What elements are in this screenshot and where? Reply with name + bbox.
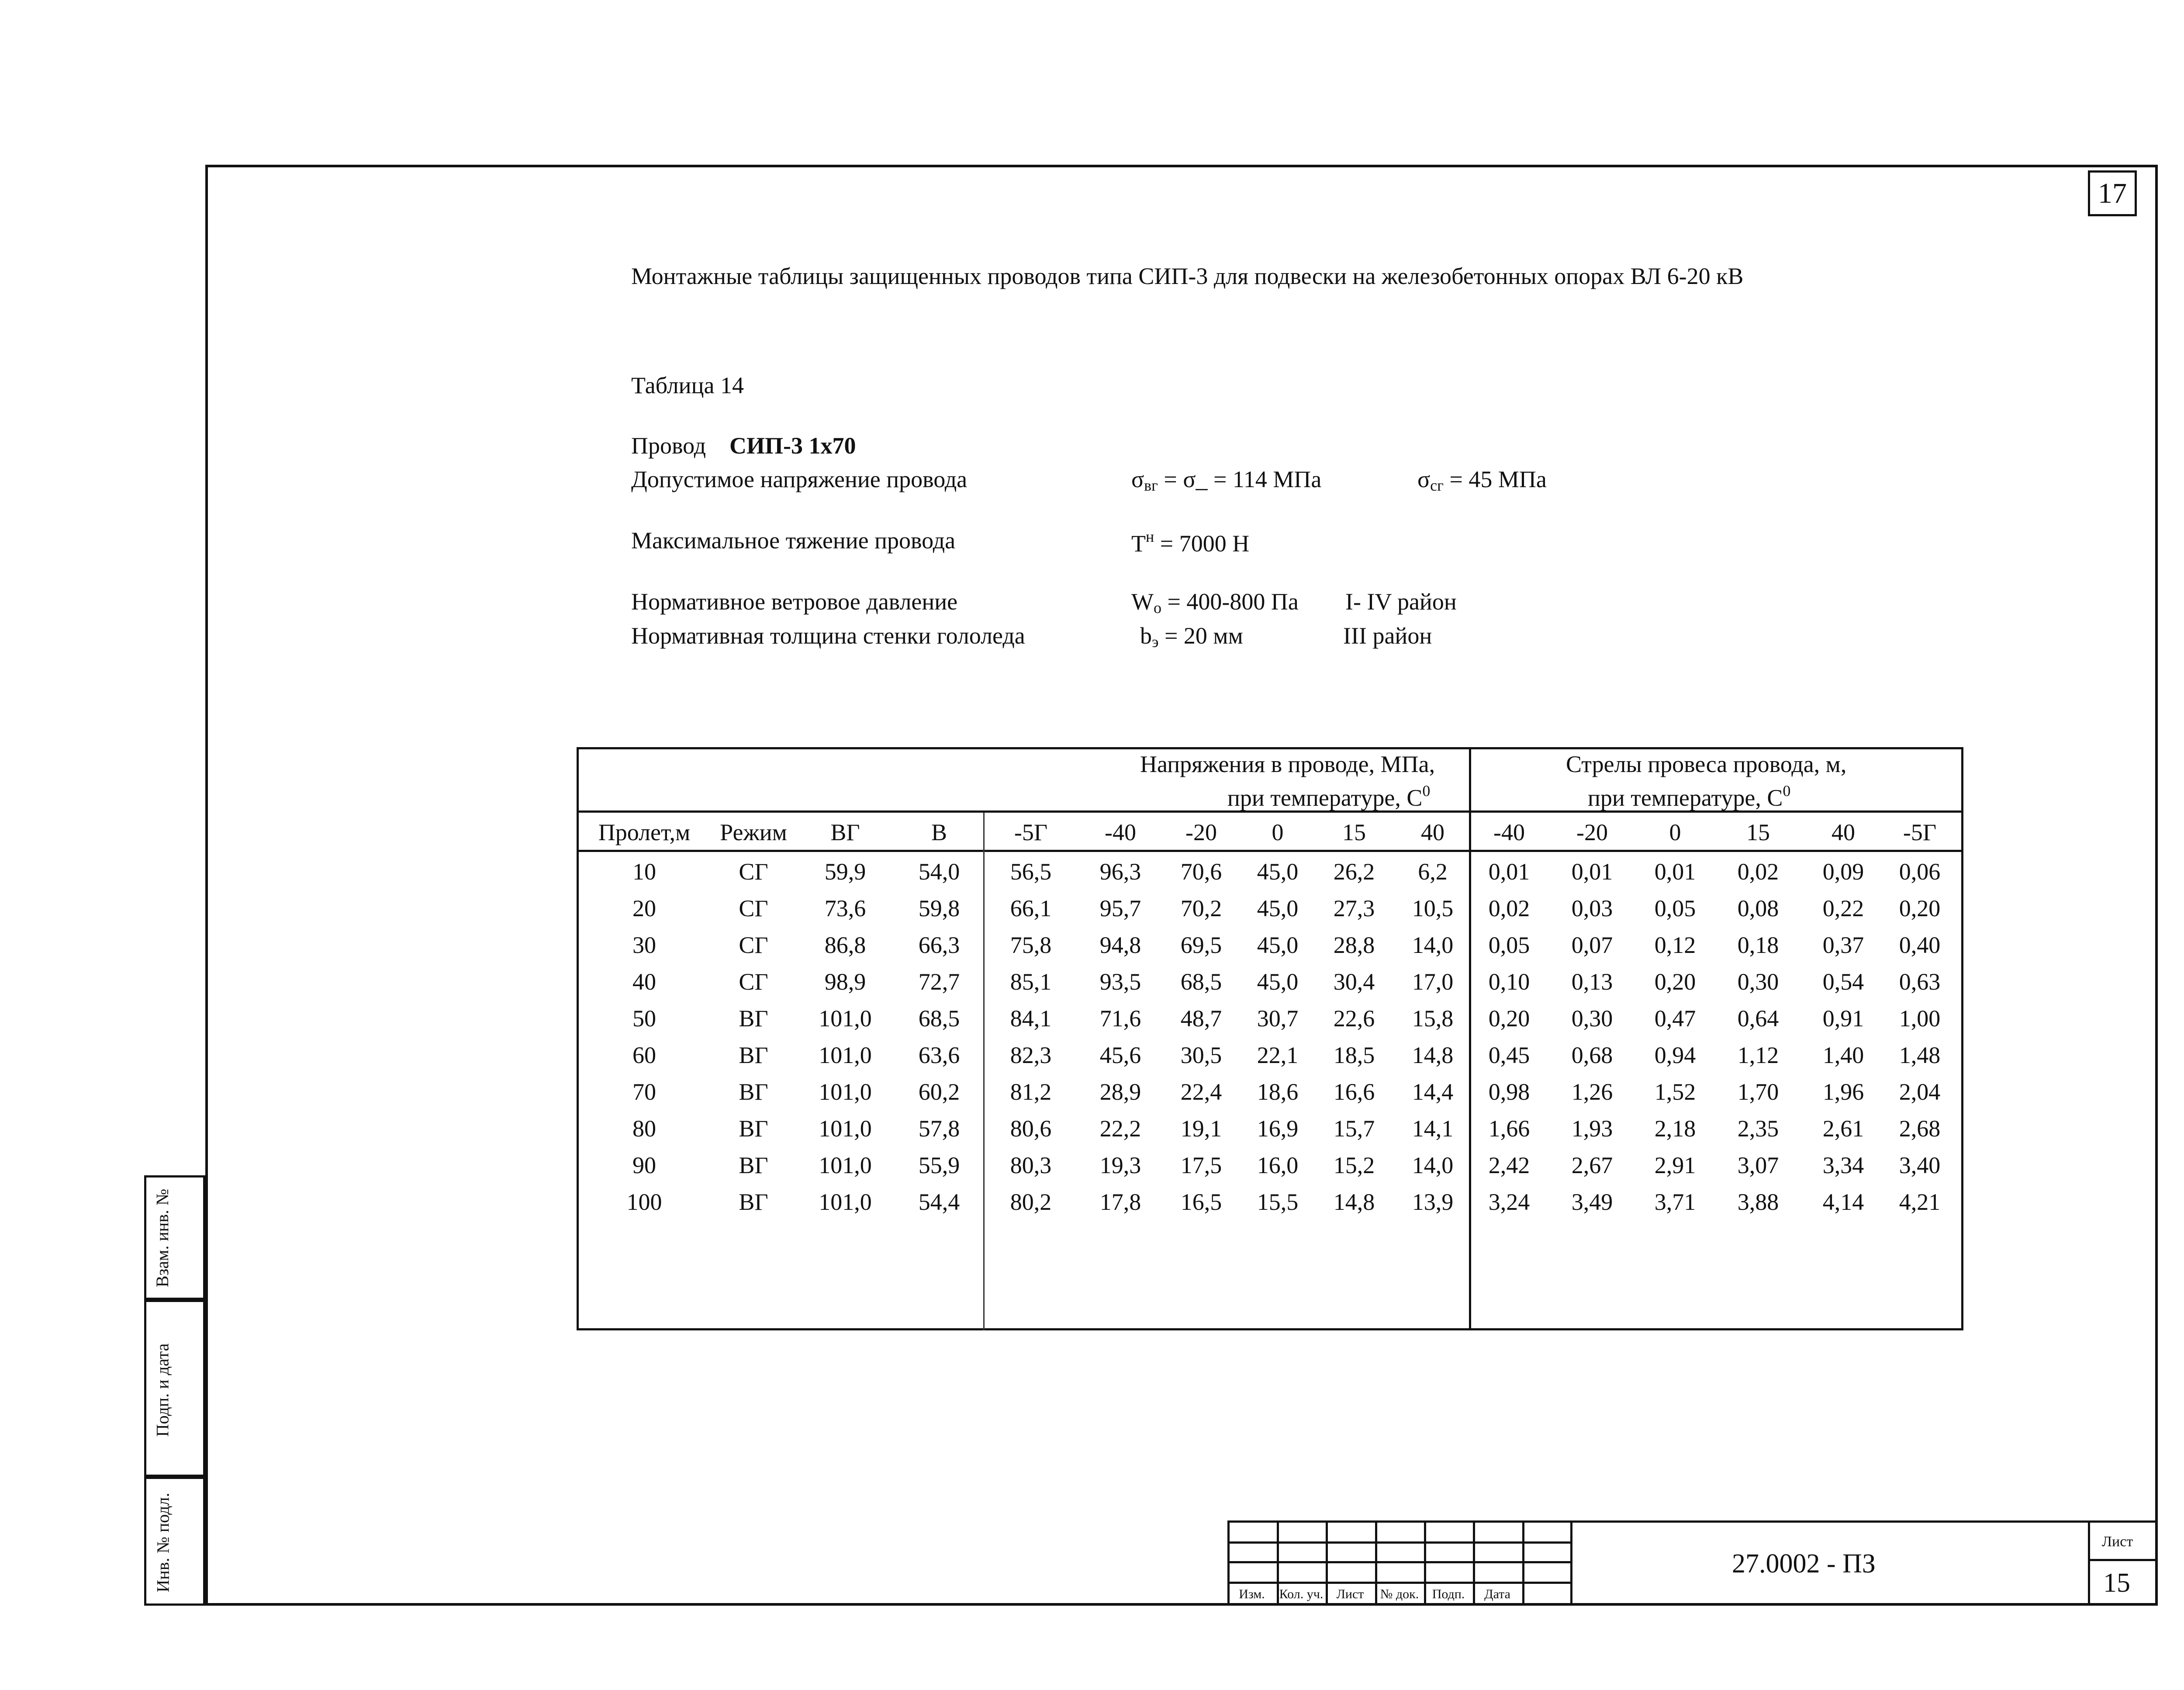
table-cell: 45,6 [1099,1042,1141,1068]
side-stamp-orig-inv [144,1477,205,1606]
table-cell: 1,96 [1822,1079,1864,1105]
table-cell: 22,1 [1257,1042,1299,1068]
table-cell: 0,13 [1571,969,1613,995]
table-cell: 81,2 [1010,1079,1052,1105]
column-header: -40 [1105,819,1136,845]
table-cell: 17,5 [1180,1152,1222,1178]
stress-value-1: $\sigma_{вг}$ = σ_ = 114 МПа [1131,466,1322,494]
table-cell: 1,66 [1488,1115,1530,1142]
table-cell: 15,8 [1412,1005,1454,1032]
table-cell: 15,7 [1333,1115,1375,1142]
table-cell: 17,0 [1412,969,1454,995]
table-cell: 14,0 [1412,932,1454,958]
table-cell: 13,9 [1412,1189,1454,1215]
tension-value: $Т^н = 7000$ Н [1131,528,1250,557]
table-cell: 0,10 [1488,969,1530,995]
table-cell: 59,8 [918,895,960,921]
table-cell: 15,5 [1257,1189,1299,1215]
table-cell: 45,0 [1257,969,1299,995]
group2-header-line1: Стрелы провеса провода, м, [1566,751,1847,777]
table-cell: ВГ [739,1115,768,1142]
table-cell: 28,8 [1333,932,1375,958]
wind-value: $W_о = 400-800$ Па [1131,589,1299,616]
table-cell: 1,00 [1899,1005,1941,1032]
table-cell: 68,5 [918,1005,960,1032]
table-cell: 3,88 [1737,1189,1779,1215]
column-header: 40 [1832,819,1855,845]
table-cell: 0,20 [1654,969,1696,995]
sheet-number-top: 17 [2088,170,2137,216]
table-cell: 0,05 [1654,895,1696,921]
title-block-col-label: Кол. уч. [1279,1587,1324,1601]
table-cell: 80,2 [1010,1189,1052,1215]
table-cell: ВГ [739,1079,768,1105]
table-cell: 84,1 [1010,1005,1052,1032]
sheet-box-mid [2088,1559,2158,1561]
table-cell: 18,5 [1333,1042,1375,1068]
table-cell: 70 [632,1079,656,1105]
table-cell: 0,22 [1822,895,1864,921]
wind-region: I- IV район [1345,589,1457,615]
table-cell: 14,1 [1412,1115,1454,1142]
table-cell: 0,05 [1488,932,1530,958]
table-cell: 14,0 [1412,1152,1454,1178]
table-cell: 2,67 [1571,1152,1613,1178]
title-block-hline [1227,1582,1570,1584]
side-stamp-sign-date [144,1300,205,1477]
title-block-hline [1227,1520,1570,1523]
table-label: Таблица 14 [631,372,744,398]
table-cell: 1,12 [1737,1042,1779,1068]
table-cell: 2,42 [1488,1152,1530,1178]
table-cell: 56,5 [1010,859,1052,885]
table-cell: 0,02 [1488,895,1530,921]
table-cell: 70,2 [1180,895,1222,921]
title-block-col-label: Изм. [1239,1587,1265,1601]
table-cell: 0,64 [1737,1005,1779,1032]
table-cell: 16,6 [1333,1079,1375,1105]
table-cell: 69,5 [1180,932,1222,958]
column-header: -5Г [1903,819,1937,845]
table-cell: 19,3 [1099,1152,1141,1178]
table-cell: 0,09 [1822,859,1864,885]
table-cell: 0,37 [1822,932,1864,958]
table-cell: 0,98 [1488,1079,1530,1105]
table-cell: 0,03 [1571,895,1613,921]
table-cell: ВГ [739,1152,768,1178]
table-cell: 57,8 [918,1115,960,1142]
group1-header-line2: при температуре, $С^0$ [1227,782,1431,811]
column-header: 0 [1669,819,1681,845]
table-cell: 0,01 [1488,859,1530,885]
table-cell: 0,08 [1737,895,1779,921]
table-cell: 14,8 [1333,1189,1375,1215]
table-cell: 14,8 [1412,1042,1454,1068]
table-cell: 3,34 [1822,1152,1864,1178]
table-cell: 101,0 [819,1152,872,1178]
table-cell: 14,4 [1412,1079,1454,1105]
side-label-sign-date: Подп. и дата [152,1343,173,1437]
table-cell: 0,91 [1822,1005,1864,1032]
table-cell: 0,47 [1654,1005,1696,1032]
table-cell: 63,6 [918,1042,960,1068]
table-cell: 0,45 [1488,1042,1530,1068]
table-cell: 30,5 [1180,1042,1222,1068]
table-cell: 72,7 [918,969,960,995]
title-block-col-label: Дата [1484,1587,1510,1601]
table-cell: 0,94 [1654,1042,1696,1068]
table-cell: 17,8 [1099,1189,1141,1215]
table-cell: 3,24 [1488,1189,1530,1215]
table-cell: 2,68 [1899,1115,1941,1142]
table-cell: СГ [739,895,768,921]
table-cell: 60 [632,1042,656,1068]
group2-header-line2: при температуре, $С^0$ [1588,782,1791,811]
table-cell: ВГ [739,1005,768,1032]
table-body-divider [577,850,1963,852]
table-cell: 0,40 [1899,932,1941,958]
table-cell: ВГ [739,1189,768,1215]
table-cell: 66,1 [1010,895,1052,921]
side-label-orig-inv: Инв. № подл. [153,1493,173,1593]
column-header: -20 [1185,819,1217,845]
column-header: Пролет,м [598,819,691,845]
table-cell: 59,9 [824,859,866,885]
tension-label: Максимальное тяжение провода [631,527,956,554]
table-cell: 15,2 [1333,1152,1375,1178]
table-cell: 45,0 [1257,859,1299,885]
table-cell: 94,8 [1099,932,1141,958]
table-cell: 80,6 [1010,1115,1052,1142]
table-cell: 18,6 [1257,1079,1299,1105]
table-cell: 54,0 [918,859,960,885]
group1-header-line1: Напряжения в проводе, МПа, [1140,751,1435,777]
table-cell: 0,02 [1737,859,1779,885]
table-cell: 96,3 [1099,859,1141,885]
table-cell: 0,30 [1737,969,1779,995]
page-heading: Монтажные таблицы защищенных проводов типа СИП-3 для подвески на железобетонных опорах ВЛ 6-20 кВ [631,263,1744,289]
table-cell: 40 [632,969,656,995]
table-cell: 73,6 [824,895,866,921]
table-cell: 0,07 [1571,932,1613,958]
column-header: -20 [1576,819,1608,845]
table-cell: 0,18 [1737,932,1779,958]
table-cell: 71,6 [1099,1005,1141,1032]
table-cell: 22,6 [1333,1005,1375,1032]
table-cell: 101,0 [819,1115,872,1142]
column-header: В [931,819,947,845]
ice-value: $b_э = 20$ мм [1140,623,1243,651]
table-cell: 82,3 [1010,1042,1052,1068]
table-cell: 4,14 [1822,1189,1864,1215]
table-cell: СГ [739,932,768,958]
table-cell: 45,0 [1257,895,1299,921]
table-cell: 100 [626,1189,662,1215]
column-header: ВГ [830,819,860,845]
table-cell: 27,3 [1333,895,1375,921]
table-cell: 85,1 [1010,969,1052,995]
table-cell: 0,01 [1571,859,1613,885]
ice-label: Нормативная толщина стенки гололеда [631,623,1025,649]
table-cell: СГ [739,859,768,885]
table-cell: 2,18 [1654,1115,1696,1142]
stress-label: Допустимое напряжение провода [631,466,968,492]
table-cell: 95,7 [1099,895,1141,921]
table-cell: 0,54 [1822,969,1864,995]
title-block-hline [1227,1561,1570,1563]
table-cell: 3,71 [1654,1189,1696,1215]
table-cell: 66,3 [918,932,960,958]
table-group-divider [1469,747,1471,1330]
table-cell: 60,2 [918,1079,960,1105]
sheet-number: 15 [2103,1568,2130,1598]
table-cell: 30,7 [1257,1005,1299,1032]
table-cell: 48,7 [1180,1005,1222,1032]
table-cell: 93,5 [1099,969,1141,995]
stress-value-2: $\sigma_{сг} = 45$ МПа [1417,466,1547,494]
table-cell: 6,2 [1418,859,1448,885]
sheet-label: Лист [2102,1534,2133,1550]
table-cell: 55,9 [918,1152,960,1178]
table-cell: 1,52 [1654,1079,1696,1105]
table-cell: 1,40 [1822,1042,1864,1068]
side-stamp-replace-inv [144,1175,205,1300]
table-cell: 26,2 [1333,859,1375,885]
column-header: -5Г [1014,819,1048,845]
table-cell: 10,5 [1412,895,1454,921]
wire-label: Провод [631,433,706,459]
table-cell: СГ [739,969,768,995]
side-label-replace-inv: Взам. инв. № [152,1188,173,1288]
table-cell: 0,63 [1899,969,1941,995]
table-cell: 0,20 [1488,1005,1530,1032]
table-cell: 2,35 [1737,1115,1779,1142]
table-cell: 2,04 [1899,1079,1941,1105]
table-cell: 3,49 [1571,1189,1613,1215]
table-cell: 3,40 [1899,1152,1941,1178]
table-cell: 2,61 [1822,1115,1864,1142]
column-header: -40 [1493,819,1525,845]
table-cell: 1,26 [1571,1079,1613,1105]
wire-line [631,434,856,457]
table-cell: 4,21 [1899,1189,1941,1215]
table-cell: 1,93 [1571,1115,1613,1142]
table-cell: 80 [632,1115,656,1142]
table-cell: 0,20 [1899,895,1941,921]
table-cell: 45,0 [1257,932,1299,958]
ice-region: III район [1343,623,1432,649]
table-cell: 75,8 [1010,932,1052,958]
table-cell: 22,4 [1180,1079,1222,1105]
title-block-col-label: Лист [1336,1587,1364,1601]
table-cell: 1,70 [1737,1079,1779,1105]
table-cell: 1,48 [1899,1042,1941,1068]
table-cell: 101,0 [819,1005,872,1032]
table-cell: 0,12 [1654,932,1696,958]
table-cell: 0,06 [1899,859,1941,885]
table-cell: 80,3 [1010,1152,1052,1178]
column-header: 0 [1272,819,1284,845]
title-block-col-label: № док. [1380,1587,1419,1601]
sheet-box-divider [2088,1520,2090,1606]
table-cell: 16,9 [1257,1115,1299,1142]
table-cell: 70,6 [1180,859,1222,885]
wire-name: СИП-3 1х70 [729,433,856,459]
table-cell: 16,0 [1257,1152,1299,1178]
column-header: 15 [1746,819,1770,845]
table-cell: 30,4 [1333,969,1375,995]
table-cell: 19,1 [1180,1115,1222,1142]
table-cell: 22,2 [1099,1115,1141,1142]
table-cell: 54,4 [918,1189,960,1215]
table-cell: 86,8 [824,932,866,958]
column-header: 15 [1342,819,1366,845]
table-cell: 30 [632,932,656,958]
wind-label: Нормативное ветровое давление [631,589,958,615]
table-cell: 16,5 [1180,1189,1222,1215]
title-block-vline [1570,1520,1572,1606]
table-cell: 68,5 [1180,969,1222,995]
table-cell: 28,9 [1099,1079,1141,1105]
table-cell: 3,07 [1737,1152,1779,1178]
table-cell: 0,68 [1571,1042,1613,1068]
table-cell: 101,0 [819,1079,872,1105]
table-cell: 101,0 [819,1189,872,1215]
table-cell: 2,91 [1654,1152,1696,1178]
column-header: 40 [1421,819,1444,845]
table-cell: 98,9 [824,969,866,995]
title-block-hline [1227,1541,1570,1544]
table-cell: 101,0 [819,1042,872,1068]
table-stress-divider [983,813,985,1330]
table-cell: 10 [632,859,656,885]
document-code: 27.0002 - ПЗ [1732,1549,1876,1579]
column-header: Режим [720,819,787,845]
table-cell: 90 [632,1152,656,1178]
table-cell: 0,01 [1654,859,1696,885]
table-cell: 0,30 [1571,1005,1613,1032]
table-cell: ВГ [739,1042,768,1068]
title-block-col-label: Подп. [1432,1587,1465,1601]
table-cell: 20 [632,895,656,921]
table-cell: 50 [632,1005,656,1032]
